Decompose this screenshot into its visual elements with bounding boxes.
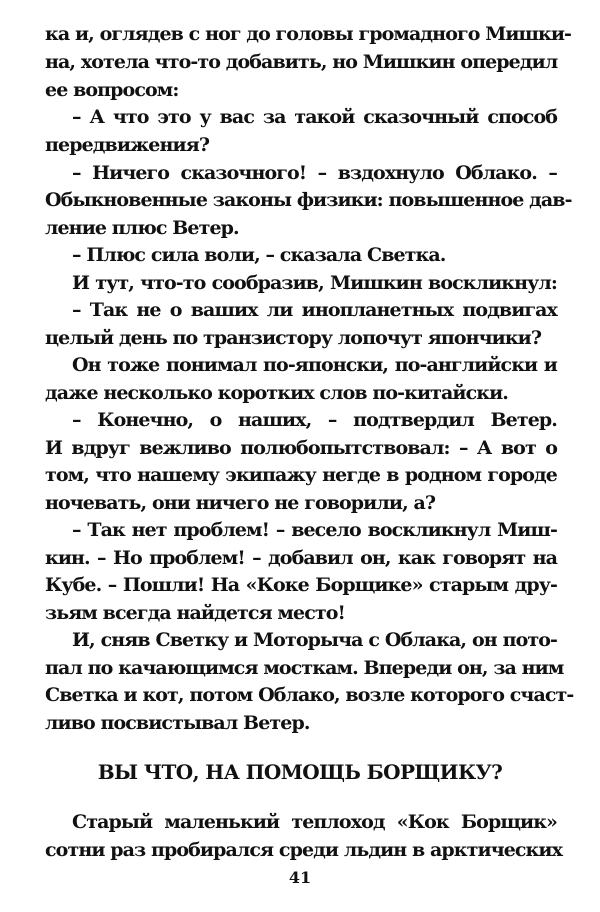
text-line: передвижения? xyxy=(45,134,210,156)
text-line: ее вопросом: xyxy=(45,79,179,101)
page-number: 41 xyxy=(288,868,312,887)
text-line: Обыкновенные законы физики: повышенное дав- xyxy=(45,189,572,211)
text-line: – Так не о ваших ли инопланетных подвигах xyxy=(72,299,557,321)
text-line: целый день по транзистору лопочут япончики? xyxy=(45,327,542,349)
text-line: ка и, оглядев с ног до головы громадного Мишки- xyxy=(45,23,572,45)
text-line: И вдруг вежливо полюбопытствовал: – А вот о xyxy=(45,437,557,459)
text-line: И, сняв Светку и Моторыча с Облака, он пото- xyxy=(72,629,557,651)
text-line: ление плюс Ветер. xyxy=(45,217,239,239)
chapter-heading: ВЫ ЧТО, НА ПОМОЩЬ БОРЩИКУ? xyxy=(97,760,503,784)
text-line: – Плюс сила воли, – сказала Светка. xyxy=(72,244,446,266)
text-line: Старый маленький теплоход «Кок Борщик» xyxy=(72,811,557,833)
text-line: Он тоже понимал по-японски, по-английски и xyxy=(72,354,557,376)
text-line: ливо посвистывал Ветер. xyxy=(45,712,310,734)
text-line: Кубе. – Пошли! На «Коке Борщике» старым дру- xyxy=(45,574,557,596)
text-line: зьям всегда найдется место! xyxy=(45,602,345,624)
text-line: пал по качающимся мосткам. Впереди он, за ним xyxy=(45,657,564,679)
text-line: том, что нашему экипажу негде в родном городе xyxy=(45,464,557,486)
text-line: – Так нет проблем! – весело воскликнул Миш- xyxy=(72,519,557,541)
text-line: сотни раз пробирался среди льдин в арктических xyxy=(45,839,562,861)
text-line: Светка и кот, потом Облако, возле которого счаст- xyxy=(45,684,574,706)
text-line: кин. – Но проблем! – добавил он, как говорят на xyxy=(45,547,557,569)
text-line: даже несколько коротких слов по-китайски. xyxy=(45,382,509,404)
text-line: И тут, что-то сообразив, Мишкин воскликнул: xyxy=(72,272,557,294)
text-line: на, хотела что-то добавить, но Мишкин опередил xyxy=(45,51,558,73)
text-line: – А что это у вас за такой сказочный способ xyxy=(72,106,557,128)
text-line: ночевать, они ничего не говорили, а? xyxy=(45,492,436,514)
text-line: – Ничего сказочного! – вздохнуло Облако. – xyxy=(72,162,557,184)
text-line: – Конечно, о наших, – подтвердил Ветер. xyxy=(72,409,557,431)
